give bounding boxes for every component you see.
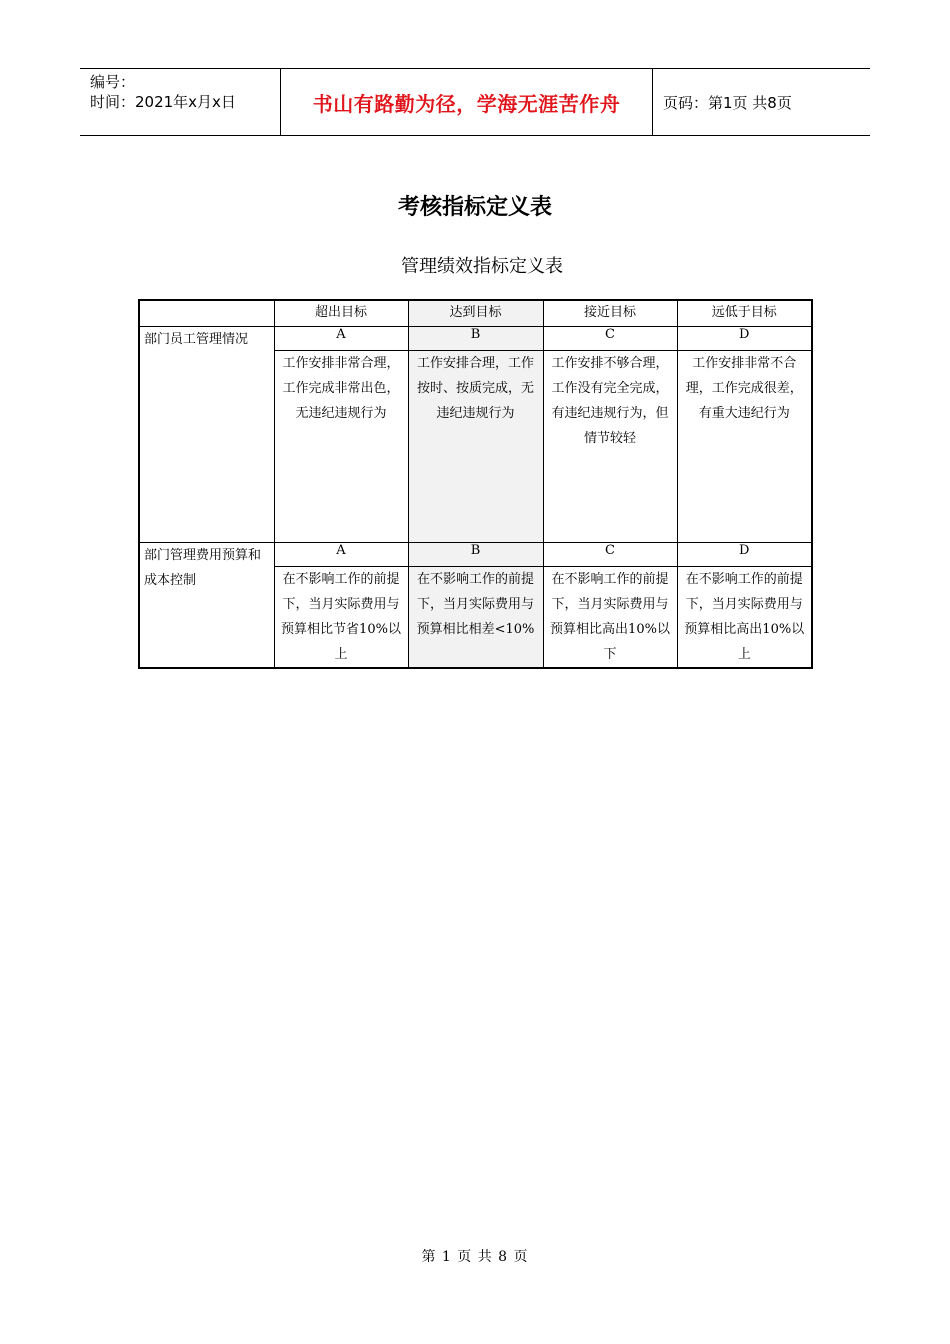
grade-cell: B [408,542,543,566]
grade-cell: A [274,326,408,350]
table-header-row [139,300,812,326]
header-page-info: 页码：第1页 共8页 [663,93,792,112]
description-cell: 在不影响工作的前提下，当月实际费用与预算相比高出10%以上 [677,566,812,668]
row-label-budget-control: 部门管理费用预算和成本控制 [139,542,274,668]
description-cell: 工作安排合理，工作按时、按质完成，无违纪违规行为 [408,350,543,542]
description-cell: 在不影响工作的前提下，当月实际费用与预算相比节省10%以上 [274,566,408,668]
row-label-staff-management: 部门员工管理情况 [139,326,274,542]
grade-cell: D [677,542,812,566]
header-cell-near: 接近目标 [543,300,677,326]
header-meta [80,69,281,135]
header-cell-meet: 达到目标 [408,300,543,326]
description-cell: 工作安排非常合理，工作完成非常出色，无违纪违规行为 [274,350,408,542]
header-motto: 书山有路勤为径，学海无涯苦作舟 [281,69,653,135]
description-cell: 在不影响工作的前提下，当月实际费用与预算相比相差<10% [408,566,543,668]
table-title: 管理绩效指标定义表 [401,256,563,277]
grade-cell: C [543,542,677,566]
grade-cell: C [543,326,677,350]
grade-cell: A [274,542,408,566]
description-cell: 在不影响工作的前提下，当月实际费用与预算相比高出10%以下 [543,566,677,668]
page-header [80,68,870,136]
number-label: 编号： [90,73,136,91]
header-cell-blank [139,300,274,326]
page-footer: 第 1 页 共 8 页 [421,1249,529,1265]
date-label: 时间：2021年x月x日 [90,93,236,111]
table-row [139,326,812,350]
description-cell: 工作安排非常不合理，工作完成很差，有重大违纪行为 [677,350,812,542]
header-cell-far-below: 远低于目标 [677,300,812,326]
document-title: 考核指标定义表 [397,195,552,220]
definition-table [138,299,813,669]
grade-cell: B [408,326,543,350]
grade-cell: D [677,326,812,350]
table-row [139,542,812,566]
header-cell-exceed: 超出目标 [274,300,408,326]
description-cell: 工作安排不够合理，工作没有完全完成，有违纪违规行为，但情节较轻 [543,350,677,542]
